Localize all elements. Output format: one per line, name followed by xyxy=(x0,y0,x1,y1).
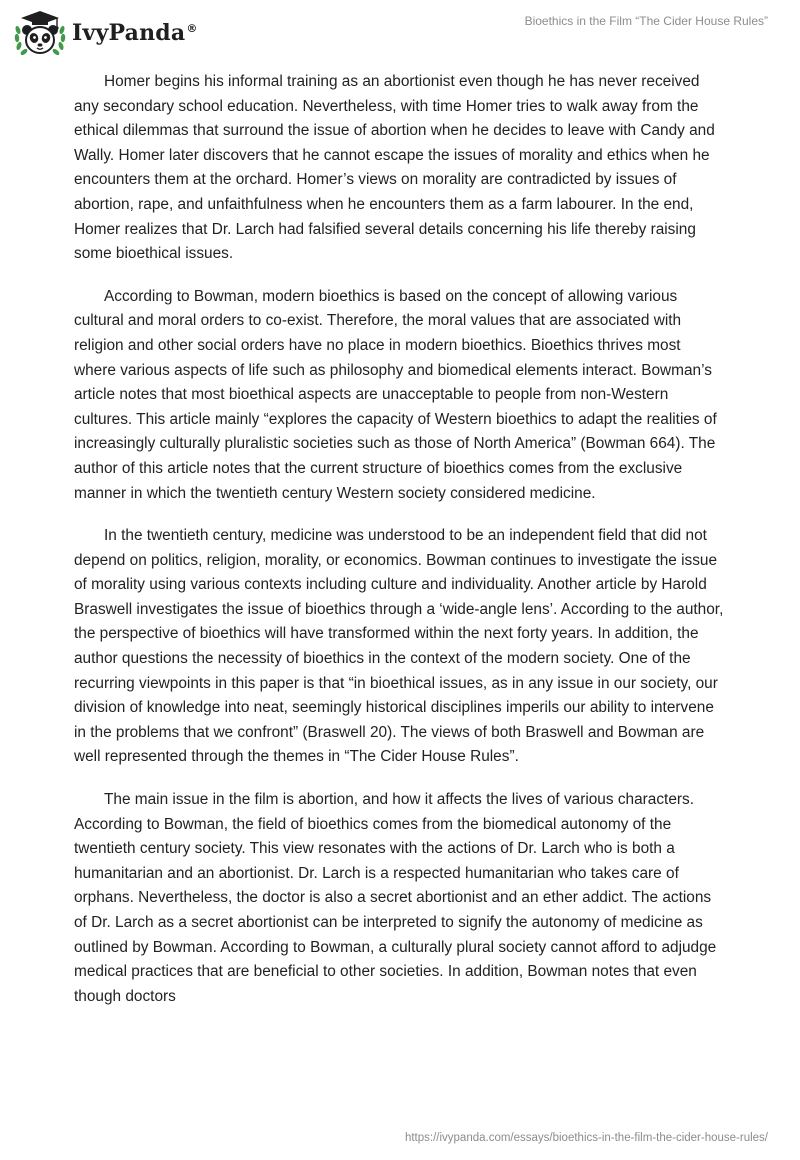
panda-graduation-cap-logo-icon xyxy=(12,8,68,58)
registered-mark: ® xyxy=(186,21,198,35)
brand-name: IvyPanda® xyxy=(72,20,198,46)
paragraph: According to Bowman, modern bioethics is based on the concept of allowing various cultural and moral orders to co-exist. Therefore, the moral values that are associated with religion and other social orders have no place in modern bioethics. Bioethics thrives most where various aspects of life such as philosophy and biomedical elements interact. Bowman’s article notes that most bioethical aspects are unacceptable to people from non-Western cultures. This article mainly “explores the capacity of Western bioethics to adapt the realities of increasingly culturally pluralistic societies such as those of North America” (Bowman 664). The author of this article notes that the current structure of bioethics comes from the exclusive manner in which the twentieth century Western society considered medicine. xyxy=(74,287,717,502)
essay-body xyxy=(74,70,724,1027)
page-header xyxy=(0,0,800,64)
paragraph: The main issue in the film is abortion, and how it affects the lives of various characters. According to Bowman, the field of bioethics comes from the biomedical autonomy of the twentieth century society. This view resonates with the actions of Dr. Larch who is both a humanitarian and an abortionist. Dr. Larch is a respected humanitarian who takes care of orphans. Nevertheless, the doctor is also a secret abortionist and an ether addict. The actions of Dr. Larch as a secret abortionist can be interpreted to signify the autonomy of medicine as outlined by Bowman. According to Bowman, a culturally plural society cannot afford to adjudge medical practices that are beneficial to other societies. In addition, Bowman notes that even though doctors xyxy=(74,791,717,1005)
running-title: Bioethics in the Film “The Cider House Rules” xyxy=(524,14,768,28)
brand-logo[interactable] xyxy=(12,8,198,58)
paragraph: Homer begins his informal training as an abortionist even though he has never received any secondary school education. Nevertheless, with time Homer tries to walk away from the ethical dilemmas that surround the issue of abortion when he decides to leave with Candy and Wally. Homer later discovers that he cannot escape the issues of morality and ethics when he encounters them at the orchard. Homer’s views on morality are contradicted by issues of abortion, rape, and unfaithfulness when he encounters them as a farm labourer. In the end, Homer realizes that Dr. Larch had falsified several details concerning his life thereby raising some bioethical issues. xyxy=(74,73,715,263)
source-url-link[interactable]: https://ivypanda.com/essays/bioethics-in-the-film-the-cider-house-rules/ xyxy=(404,1132,768,1144)
paragraph: In the twentieth century, medicine was understood to be an independent field that did not depend on politics, religion, morality, or economics. Bowman continues to investigate the issue of morality using various contexts including culture and individuality. Another article by Harold Braswell investigates the issue of bioethics through a ‘wide-angle lens’. According to the author, the perspective of bioethics will have transformed within the next forty years. In addition, the author questions the necessity of bioethics in the context of the modern society. One of the recurring viewpoints in this paper is that “in bioethical issues, as in any issue in our society, our division of knowledge into neat, seemingly historical disciplines imperils our ability to intervene in the problems that we confront” (Braswell 20). The views of both Braswell and Bowman are well represented through the themes in “The Cider House Rules”. xyxy=(74,527,724,766)
